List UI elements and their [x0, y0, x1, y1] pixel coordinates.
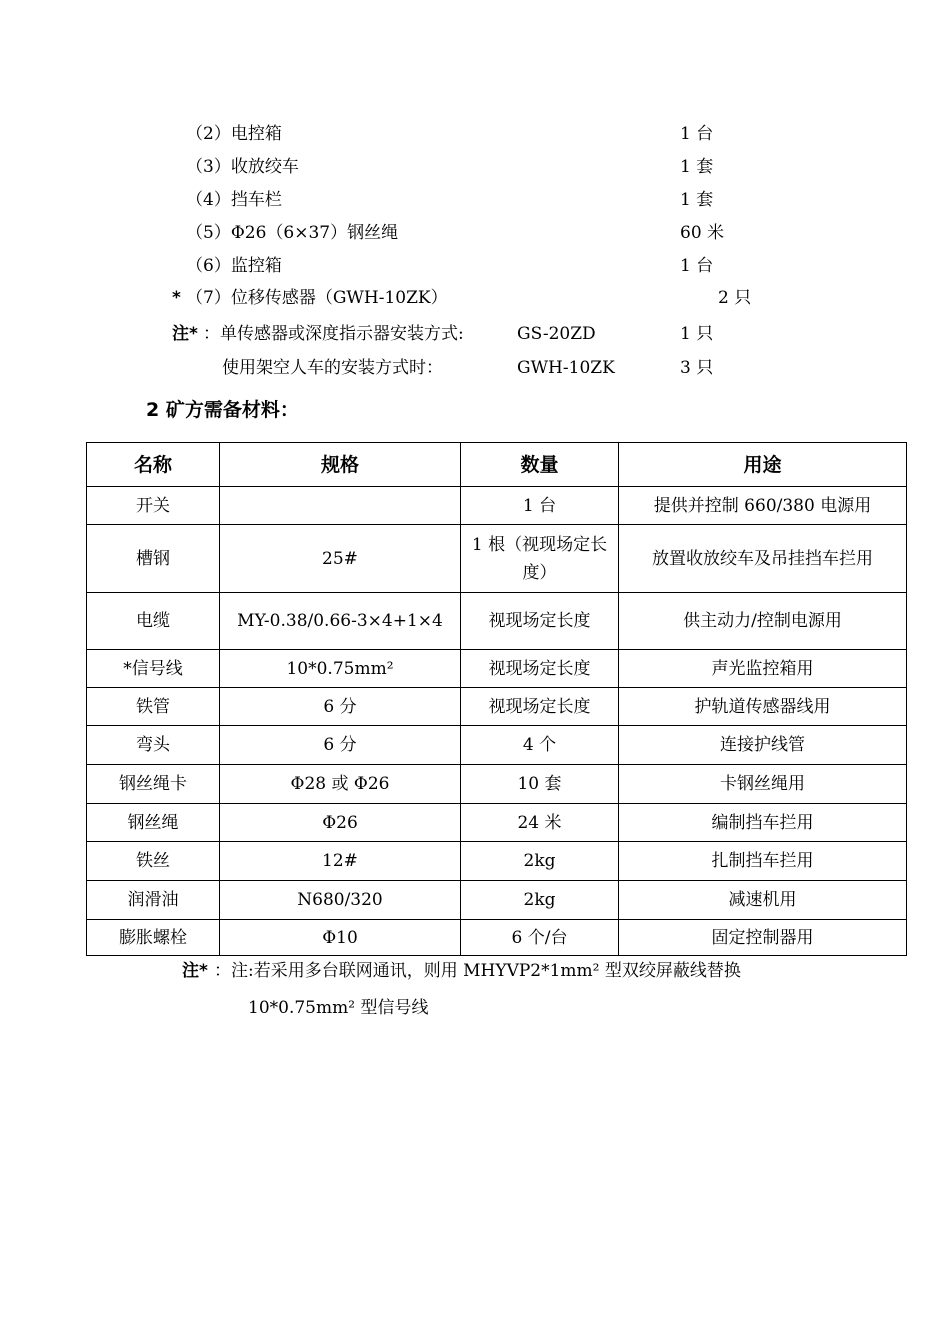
cell-usage: 减速机用 — [619, 881, 907, 920]
cell-name: 膨胀螺栓 — [87, 920, 220, 956]
cell-usage: 供主动力/控制电源用 — [619, 593, 907, 650]
cell-qty: 10 套 — [461, 765, 619, 804]
table-row — [87, 593, 907, 650]
cell-usage: 卡钢丝绳用 — [619, 765, 907, 804]
equipment-item-name: （6）监控箱 — [186, 256, 282, 276]
cell-usage: 连接护线管 — [619, 726, 907, 765]
cell-spec: Φ26 — [220, 804, 461, 842]
cell-qty: 1 根（视现场定长度） — [461, 525, 619, 593]
cell-spec: 25# — [220, 525, 461, 593]
cell-qty: 1 台 — [461, 487, 619, 525]
cell-name: 铁管 — [87, 688, 220, 726]
equipment-item-qty: 1 台 — [680, 124, 714, 144]
table-row — [87, 920, 907, 956]
cell-qty: 6 个/台 — [461, 920, 619, 956]
cell-name: 槽钢 — [87, 525, 220, 593]
cell-name: 电缆 — [87, 593, 220, 650]
table-row — [87, 842, 907, 881]
install-note-line1-text: ：单传感器或深度指示器安装方式: — [203, 324, 464, 344]
cell-usage: 扎制挡车拦用 — [619, 842, 907, 881]
cell-usage: 护轨道传感器线用 — [619, 688, 907, 726]
table-header-row — [87, 443, 907, 487]
cell-qty: 2kg — [461, 881, 619, 920]
table-row — [87, 881, 907, 920]
sensor-star-mark: * — [172, 288, 181, 308]
cell-spec — [220, 487, 461, 525]
table-row — [87, 688, 907, 726]
cell-qty: 24 米 — [461, 804, 619, 842]
install-note-line2-qty: 3 只 — [680, 358, 714, 378]
header-qty: 数量 — [461, 443, 619, 487]
cell-usage: 固定控制器用 — [619, 920, 907, 956]
header-name: 名称 — [87, 443, 220, 487]
cell-name: 铁丝 — [87, 842, 220, 881]
cell-spec: Φ10 — [220, 920, 461, 956]
section-title: 2 矿方需备材料： — [146, 399, 299, 421]
footer-note-label: 注* — [182, 961, 208, 981]
cell-name: 润滑油 — [87, 881, 220, 920]
cell-name: 弯头 — [87, 726, 220, 765]
equipment-item-qty: 1 套 — [680, 190, 714, 210]
equipment-item-qty: 60 米 — [680, 223, 725, 243]
cell-spec: N680/320 — [220, 881, 461, 920]
cell-qty: 2kg — [461, 842, 619, 881]
install-note-line2-model: GWH-10ZK — [517, 358, 615, 378]
equipment-item-qty: 1 套 — [680, 157, 714, 177]
cell-spec: Φ28 或 Φ26 — [220, 765, 461, 804]
cell-qty: 视现场定长度 — [461, 688, 619, 726]
table-row — [87, 726, 907, 765]
footer-note-line2: 10*0.75mm² 型信号线 — [248, 998, 429, 1018]
install-note-line1-qty: 1 只 — [680, 324, 714, 344]
equipment-item-name: （2）电控箱 — [186, 124, 282, 144]
cell-usage: 声光监控箱用 — [619, 650, 907, 688]
cell-spec: MY-0.38/0.66-3×4+1×4 — [220, 593, 461, 650]
cell-qty: 视现场定长度 — [461, 650, 619, 688]
install-note-line2-text: 使用架空人车的安装方式时： — [222, 358, 443, 378]
table-row — [87, 525, 907, 593]
cell-usage: 编制挡车拦用 — [619, 804, 907, 842]
table-row — [87, 765, 907, 804]
cell-spec: 10*0.75mm² — [220, 650, 461, 688]
equipment-item-qty: 1 台 — [680, 256, 714, 276]
cell-name: 钢丝绳卡 — [87, 765, 220, 804]
install-note-label: 注* — [172, 324, 198, 344]
footer-note-line1: ：注:若采用多台联网通讯，则用 MHYVP2*1mm² 型双绞屏蔽线替换 — [214, 961, 741, 981]
cell-usage: 提供并控制 660/380 电源用 — [619, 487, 907, 525]
cell-usage: 放置收放绞车及吊挂挡车拦用 — [619, 525, 907, 593]
cell-name: 钢丝绳 — [87, 804, 220, 842]
equipment-item-name: （5）Φ26（6×37）钢丝绳 — [186, 223, 399, 243]
materials-table — [86, 442, 907, 956]
cell-spec: 6 分 — [220, 688, 461, 726]
header-spec: 规格 — [220, 443, 461, 487]
header-usage: 用途 — [619, 443, 907, 487]
table-row — [87, 487, 907, 525]
cell-qty: 4 个 — [461, 726, 619, 765]
equipment-item-name: （4）挡车栏 — [186, 190, 282, 210]
cell-spec: 6 分 — [220, 726, 461, 765]
table-row — [87, 804, 907, 842]
cell-name: 开关 — [87, 487, 220, 525]
sensor-item-name: （7）位移传感器（GWH-10ZK） — [186, 288, 448, 308]
cell-name: *信号线 — [87, 650, 220, 688]
sensor-item-qty: 2 只 — [718, 288, 752, 308]
install-note-line1-model: GS-20ZD — [517, 324, 596, 344]
table-row — [87, 650, 907, 688]
cell-qty: 视现场定长度 — [461, 593, 619, 650]
cell-spec: 12# — [220, 842, 461, 881]
equipment-item-name: （3）收放绞车 — [186, 157, 299, 177]
